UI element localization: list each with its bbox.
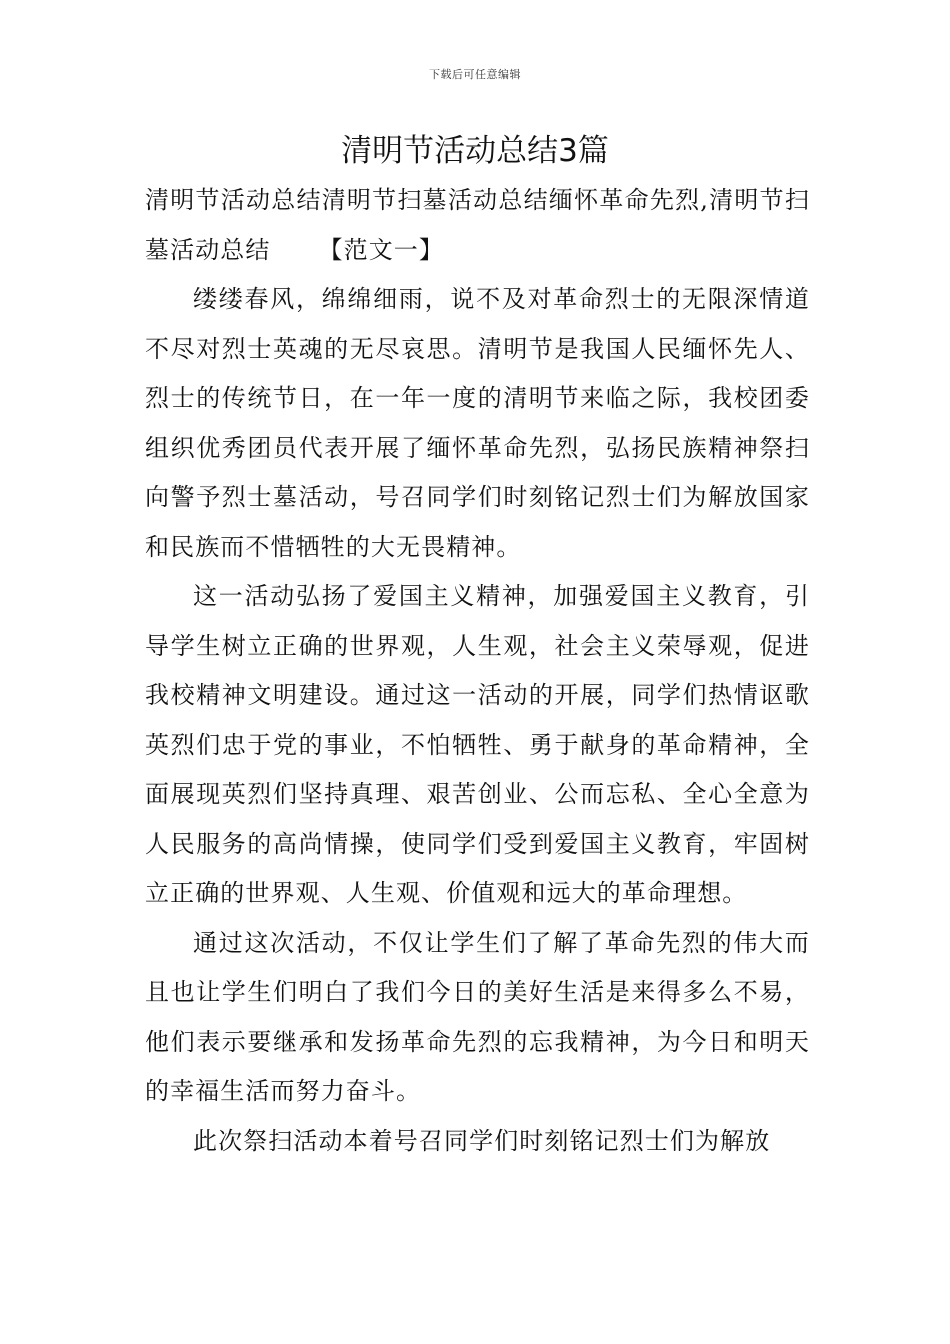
document-body — [145, 176, 810, 1166]
document-title: 清明节活动总结3篇 — [341, 133, 609, 169]
header-note: 下载后可任意编辑 — [429, 68, 521, 81]
paragraph-3: 通过这次活动，不仅让学生们了解了革命先烈的伟大而且也让学生们明白了我们今日的美好生活是来得多么不易，他们表示要继承和发扬革命先烈的忘我精神，为今日和明天的幸福生活而努力奋斗。 — [145, 928, 810, 1105]
subtitle-tag: 【范文一】 — [318, 235, 444, 264]
subtitle-text: 清明节活动总结清明节扫墓活动总结缅怀革命先烈,清明节扫墓活动总结 — [145, 186, 810, 264]
paragraph-4: 此次祭扫活动本着号召同学们时刻铭记烈士们为解放 — [193, 1126, 771, 1155]
paragraph-1: 缕缕春风，绵绵细雨，说不及对革命烈士的无限深情道不尽对烈士英魂的无尽哀思。清明节是我国人民缅怀先人、烈士的传统节日，在一年一度的清明节来临之际，我校团委组织优秀团员代表开展了缅怀革命先烈，弘扬民族精神祭扫向警予烈士墓活动，号召同学们时刻铭记烈士们为解放国家和民族而不惜牺牲的大无畏精神。 — [145, 285, 810, 561]
paragraph-2: 这一活动弘扬了爱国主义精神，加强爱国主义教育，引导学生树立正确的世界观，人生观，社会主义荣辱观，促进我校精神文明建设。通过这一活动的开展，同学们热情讴歌英烈们忠于党的事业，不怕牺牲、勇于献身的革命精神，全面展现英烈们坚持真理、艰苦创业、公而忘私、全心全意为人民服务的高尚情操，使同学们受到爱国主义教育，牢固树立正确的世界观、人生观、价值观和远大的革命理想。 — [145, 582, 810, 907]
subtitle-line — [145, 176, 810, 275]
